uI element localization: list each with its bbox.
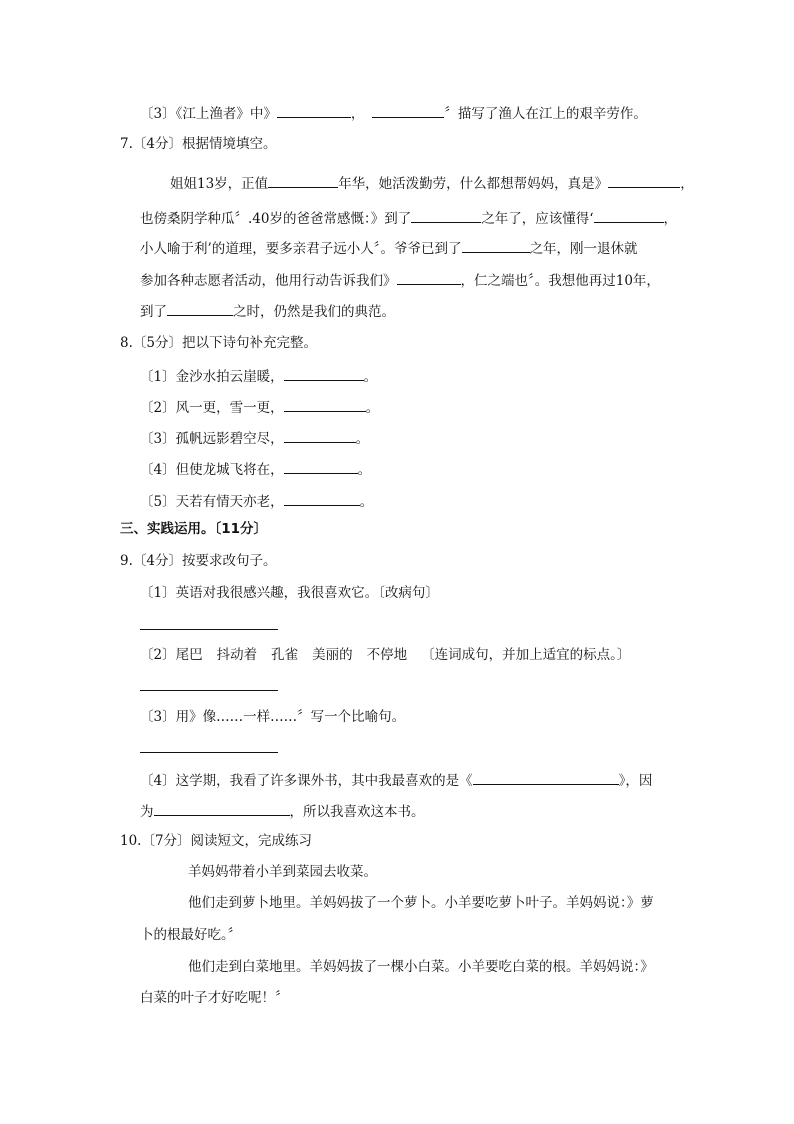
q10-title: 10.〔7分〕阅读短文，完成练习 bbox=[120, 833, 313, 849]
q8-item-2 bbox=[140, 397, 379, 417]
q9-item-2-answer-line[interactable] bbox=[140, 690, 278, 691]
q9-item-2-instruction: 〔连词成句，并加上适宜的标点。〕 bbox=[421, 647, 631, 663]
q9-word-2: 孔雀 bbox=[271, 647, 299, 663]
q8-item-1-blank[interactable] bbox=[284, 366, 364, 381]
q8-item-4-blank[interactable] bbox=[284, 459, 358, 474]
section-heading: 三、实践运用。〔11分〕 bbox=[120, 521, 268, 537]
q9-word-3: 美丽的 bbox=[312, 647, 353, 663]
q9-item-4-text-c: 为 bbox=[140, 804, 154, 820]
q6-item3-text-c: 〞描写了渔人在江上的艰辛劳作。 bbox=[444, 106, 647, 122]
q7-l1-text-c: ， bbox=[680, 176, 694, 192]
q7-blank-7[interactable] bbox=[167, 301, 233, 316]
q9-item-3: 〔3〕用》像……一样……〞写一个比喻句。 bbox=[140, 709, 406, 725]
q8-item-5-blank[interactable] bbox=[284, 491, 360, 506]
q7-l3-text-a: 小人喻于利’的道理，要多亲君子远小人〞。爷爷已到了 bbox=[140, 241, 462, 257]
q8-item-1-text: 〔1〕金沙水拍云崖暖， bbox=[140, 369, 284, 385]
q9-item-1: 〔1〕英语对我很感兴趣，我很喜欢它。〔改病句〕 bbox=[140, 585, 439, 601]
q9-item-4-text-d: ，所以我喜欢这本书。 bbox=[289, 804, 425, 820]
q8-item-3-text: 〔3〕孤帆远影碧空尽， bbox=[140, 431, 284, 447]
q7-l4-text-b: ，仁之端也〞。我想他再过10年， bbox=[460, 273, 660, 289]
q8-title: 8.〔5分〕把以下诗句补充完整。 bbox=[120, 335, 317, 351]
q7-l1-text-a: 姐姐13岁，正值 bbox=[170, 176, 269, 192]
q7-blank-3[interactable] bbox=[411, 208, 481, 223]
q8-item-4-end: 。 bbox=[357, 462, 372, 478]
q9-title: 9.〔4分〕按要求改句子。 bbox=[120, 553, 277, 569]
q7-line-2 bbox=[140, 208, 677, 228]
q7-l2-text-a: 也傍桑阴学种瓜〞.40岁的爸爸常感慨：》到了 bbox=[140, 211, 412, 227]
q10-paragraph-3-line-1: 他们走到白菜地里。羊妈妈拔了一棵小白菜。小羊要吃白菜的根。羊妈妈说：》 bbox=[188, 959, 654, 975]
q7-line-3 bbox=[140, 238, 638, 258]
q7-l1-text-b: 年华，她活泼勤劳，什么都想帮妈妈，真是》 bbox=[338, 176, 609, 192]
q8-item-2-text: 〔2〕风一更，雪一更， bbox=[140, 400, 284, 416]
q7-line-5 bbox=[140, 301, 395, 321]
q9-item-4-text-a: 〔4〕这学期，我看了许多课外书，其中我最喜欢的是《 bbox=[140, 773, 473, 789]
q9-item-4-blank-1[interactable] bbox=[473, 770, 619, 785]
q7-l3-text-b: 之年，刚一退休就 bbox=[529, 241, 638, 257]
q8-item-1-end: 。 bbox=[363, 369, 378, 385]
q7-blank-4[interactable] bbox=[594, 208, 664, 223]
q9-item-4-blank-2[interactable] bbox=[154, 801, 290, 816]
q9-item-2-prefix: 〔2〕尾巴 bbox=[140, 647, 203, 663]
q8-item-2-end: 。 bbox=[365, 400, 380, 416]
q7-blank-5[interactable] bbox=[462, 238, 530, 253]
q10-paragraph-3-line-2: 白菜的叶子才好吃呢！〞 bbox=[140, 990, 289, 1006]
q8-item-3-end: 。 bbox=[355, 431, 370, 447]
q8-item-5-text: 〔5〕天若有情天亦老， bbox=[140, 494, 284, 510]
q6-item3-text-a: 〔3〕《江上渔者》中》 bbox=[140, 106, 277, 122]
q7-blank-6[interactable] bbox=[397, 270, 461, 285]
q9-word-4: 不停地 bbox=[366, 647, 408, 663]
q6-item3-blank-1[interactable] bbox=[277, 103, 351, 118]
q7-blank-2[interactable] bbox=[608, 173, 680, 188]
q10-paragraph-2-line-2: 卜的根最好吃。〞 bbox=[140, 927, 242, 943]
q7-line-4 bbox=[140, 270, 660, 290]
q8-item-4-text: 〔4〕但使龙城飞将在， bbox=[140, 462, 284, 478]
q6-item3-blank-2[interactable] bbox=[372, 103, 444, 118]
q7-l2-text-c: ， bbox=[663, 211, 678, 227]
q10-paragraph-1: 羊妈妈带着小羊到菜园去收菜。 bbox=[188, 864, 377, 880]
q8-item-2-blank[interactable] bbox=[284, 397, 366, 412]
q7-l4-text-a: 参加各种志愿者活动，他用行动告诉我们》 bbox=[140, 273, 397, 289]
q8-item-1 bbox=[140, 366, 377, 386]
q8-item-5 bbox=[140, 491, 373, 511]
q8-item-3 bbox=[140, 428, 369, 448]
q6-item3-line bbox=[140, 103, 647, 123]
q9-item-2 bbox=[140, 646, 630, 664]
q6-item3-text-b: ， bbox=[350, 106, 365, 122]
q9-item-4-cont bbox=[140, 801, 425, 821]
q9-item-4 bbox=[140, 770, 652, 790]
q8-item-5-end: 。 bbox=[359, 494, 374, 510]
q7-l5-text-a: 到了 bbox=[140, 304, 167, 320]
q9-item-3-answer-line[interactable] bbox=[140, 752, 278, 753]
q7-l5-text-b: 之时，仍然是我们的典范。 bbox=[233, 304, 395, 320]
q8-item-4 bbox=[140, 459, 371, 479]
q10-paragraph-2-line-1: 他们走到萝卜地里。羊妈妈拔了一个萝卜。小羊要吃萝卜叶子。羊妈妈说：》萝 bbox=[188, 895, 654, 911]
q7-l2-text-b: 之年了，应该懂得‘ bbox=[481, 211, 594, 227]
q9-item-4-text-b: 》，因 bbox=[618, 773, 653, 789]
q9-item-1-answer-line[interactable] bbox=[140, 629, 278, 630]
q7-line-1 bbox=[170, 173, 694, 193]
q8-item-3-blank[interactable] bbox=[284, 428, 356, 443]
q9-word-1: 抖动着 bbox=[216, 647, 258, 663]
q7-blank-1[interactable] bbox=[268, 173, 338, 188]
q7-title: 7.〔4分〕根据情境填空。 bbox=[120, 136, 277, 152]
